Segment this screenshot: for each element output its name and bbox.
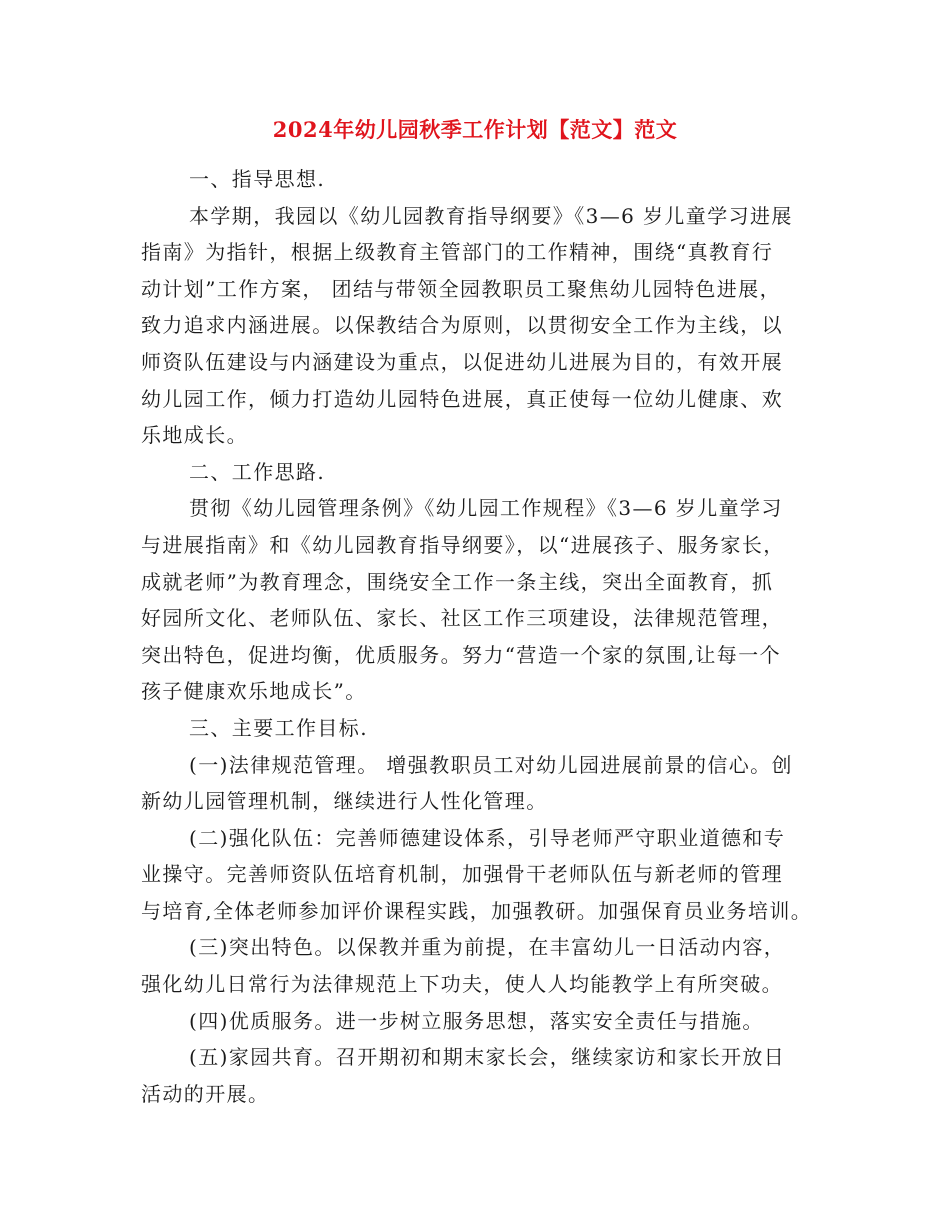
- text-line: 师资队伍建设与内涵建设为重点，以促进幼儿进展为目的，有效开展: [141, 349, 783, 374]
- text-line: 一、指导思想.: [189, 167, 326, 191]
- document-title: 2024年幼儿园秋季工作计划【范文】范文: [272, 117, 678, 142]
- text-line: 与培育,全体老师参加评价课程实践，加强教研。加强保育员业务培训。: [141, 898, 813, 923]
- text-line: 动计划”工作方案， 团结与带领全园教职员工聚焦幼儿园特色进展，: [141, 276, 781, 301]
- text-line: 成就老师”为教育理念，围绕安全工作一条主线，突出全面教育，抓: [141, 569, 774, 594]
- text-line: 幼儿园工作，倾力打造幼儿园特色进展，真正使每一位幼儿健康、欢: [141, 386, 783, 411]
- text-line: 二、工作思路.: [189, 459, 326, 484]
- text-line: 业操守。完善师资队伍培育机制，加强骨干老师队伍与新老师的管理: [141, 862, 783, 887]
- text-line: 致力追求内涵进展。以保教结合为原则，以贯彻安全工作为主线，以: [141, 313, 783, 338]
- text-line: 贯彻《幼儿园管理条例》《幼儿园工作规程》《3—6 岁儿童学习: [189, 496, 783, 521]
- document-body: [141, 161, 813, 1112]
- text-line: (四)优质服务。进一步树立服务思想，落实安全责任与措施。: [189, 1008, 764, 1033]
- text-line: (一)法律规范管理。 增强教职员工对幼儿园进展前景的信心。创: [189, 752, 793, 777]
- text-line: 孩子健康欢乐地成长”。: [141, 679, 367, 704]
- text-line: (五)家园共育。召开期初和期末家长会，继续家访和家长开放日: [189, 1045, 786, 1070]
- text-line: 与进展指南》和《幼儿园教育指导纲要》，以“进展孩子、服务家长，: [141, 532, 785, 557]
- text-line: 强化幼儿日常行为法律规范上下功夫，使人人均能教学上有所突破。: [141, 972, 783, 997]
- text-line: 指南》为指针，根据上级教育主管部门的工作精神，围绕“真教育行: [141, 240, 774, 265]
- text-line: 三、主要工作目标.: [189, 715, 368, 740]
- text-line: 好园所文化、老师队伍、家长、社区工作三项建设，法律规范管理，: [141, 606, 783, 631]
- text-line: 新幼儿园管理机制，继续进行人性化管理。: [141, 789, 548, 814]
- text-line: 活动的开展。: [141, 1081, 270, 1106]
- text-line: (二)强化队伍：完善师德建设体系，引导老师严守职业道德和专: [189, 825, 786, 850]
- text-line: 本学期，我园以《幼儿园教育指导纲要》《3—6 岁儿童学习进展: [189, 203, 793, 228]
- text-line: 突出特色，促进均衡，优质服务。努力“营造一个家的氛围,让每一个: [141, 642, 781, 667]
- text-line: (三)突出特色。以保教并重为前提，在丰富幼儿一日活动内容，: [189, 935, 786, 960]
- text-line: 乐地成长。: [141, 423, 248, 448]
